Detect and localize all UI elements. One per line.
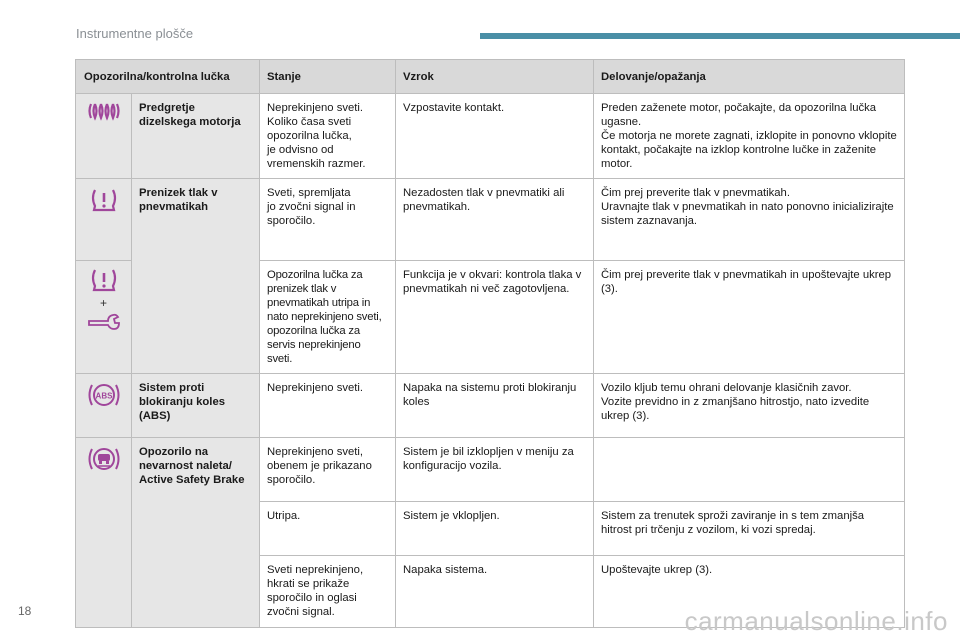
lamp-name: Sistem proti blokiranju koles (ABS) bbox=[132, 374, 260, 438]
state-cell: Sveti neprekinjeno, hkrati se prikaže sporočilo in oglasi zvočni signal. bbox=[260, 556, 396, 628]
state-cell: Neprekinjeno sveti. Koliko časa sveti opozorilna lučka, je odvisno od vremenskih razmer. bbox=[260, 94, 396, 179]
action-cell: Upoštevajte ukrep (3). bbox=[594, 556, 905, 628]
service-wrench-icon bbox=[86, 311, 122, 331]
action-cell: Čim prej preverite tlak v pnevmatikah. Uravnajte tlak v pnevmatikah in nato ponovno inicializirajte sistem zaznavanja. bbox=[594, 179, 905, 261]
icon-cell bbox=[76, 261, 132, 374]
state-cell: Sveti, spremljata jo zvočni signal in sporočilo. bbox=[260, 179, 396, 261]
column-header-action: Delovanje/opažanja bbox=[594, 60, 905, 94]
cause-cell: Vzpostavite kontakt. bbox=[396, 94, 594, 179]
cause-cell: Sistem je bil izklopljen v meniju za konfiguracijo vozila. bbox=[396, 438, 594, 502]
icon-cell bbox=[76, 438, 132, 628]
lamp-name: Prenizek tlak v pnevmatikah bbox=[132, 179, 260, 374]
column-header-lamp: Opozorilna/kontrolna lučka bbox=[76, 60, 260, 94]
lamp-name: Opozorilo na nevarnost naleta/ Active Safety Brake bbox=[132, 438, 260, 628]
action-cell bbox=[594, 438, 905, 502]
action-cell: Čim prej preverite tlak v pnevmatikah in upoštevajte ukrep (3). bbox=[594, 261, 905, 374]
warning-lights-table bbox=[75, 59, 905, 628]
state-cell: Utripa. bbox=[260, 502, 396, 556]
abs-icon bbox=[87, 380, 121, 410]
plus-sign: + bbox=[99, 296, 107, 310]
cause-cell: Napaka sistema. bbox=[396, 556, 594, 628]
action-cell: Vozilo kljub temu ohrani delovanje klasičnih zavor. Vozite previdno in z zmanjšano hitrostjo, nato izvedite ukrep (3). bbox=[594, 374, 905, 438]
section-title: Instrumentne plošče bbox=[76, 26, 194, 41]
icon-cell bbox=[76, 94, 132, 179]
column-header-state: Stanje bbox=[260, 60, 396, 94]
column-header-cause: Vzrok bbox=[396, 60, 594, 94]
icon-cell bbox=[76, 374, 132, 438]
svg-text:ABS: ABS bbox=[95, 391, 112, 401]
state-cell: Neprekinjeno sveti. bbox=[260, 374, 396, 438]
table-row bbox=[76, 438, 905, 502]
cause-cell: Sistem je vklopljen. bbox=[396, 502, 594, 556]
state-cell: Opozorilna lučka za prenizek tlak v pnevmatikah utripa in nato neprekinjeno sveti, opozorilna lučka za servis neprekinjeno sveti. bbox=[260, 261, 396, 374]
table-header-row bbox=[76, 60, 905, 94]
page-number: 18 bbox=[18, 604, 32, 618]
watermark: carmanualsonline.info bbox=[684, 606, 948, 636]
action-cell: Preden zaženete motor, počakajte, da opozorilna lučka ugasne. Če motorja ne morete zagnati, izklopite in ponovno vklopite kontakt, počakajte na izklop kontrolne lučke in zaženite motor. bbox=[594, 94, 905, 179]
cause-cell: Nezadosten tlak v pnevmatiki ali pnevmatikah. bbox=[396, 179, 594, 261]
glow-plug-icon bbox=[87, 100, 121, 122]
header-accent-bar bbox=[480, 33, 960, 39]
collision-alert-icon bbox=[87, 444, 121, 474]
table-row bbox=[76, 374, 905, 438]
state-cell: Neprekinjeno sveti, obenem je prikazano sporočilo. bbox=[260, 438, 396, 502]
cause-cell: Napaka na sistemu proti blokiranju koles bbox=[396, 374, 594, 438]
cause-cell: Funkcija je v okvari: kontrola tlaka v pnevmatikah ni več zagotovljena. bbox=[396, 261, 594, 374]
table-row bbox=[76, 179, 905, 261]
tyre-pressure-icon bbox=[89, 267, 119, 295]
action-cell: Sistem za trenutek sproži zaviranje in s tem zmanjša hitrost pri trčenju z vozilom, ki vozi spredaj. bbox=[594, 502, 905, 556]
tyre-pressure-icon bbox=[89, 185, 119, 215]
icon-cell bbox=[76, 179, 132, 261]
lamp-name: Predgretje dizelskega motorja bbox=[132, 94, 260, 179]
table-row bbox=[76, 94, 905, 179]
